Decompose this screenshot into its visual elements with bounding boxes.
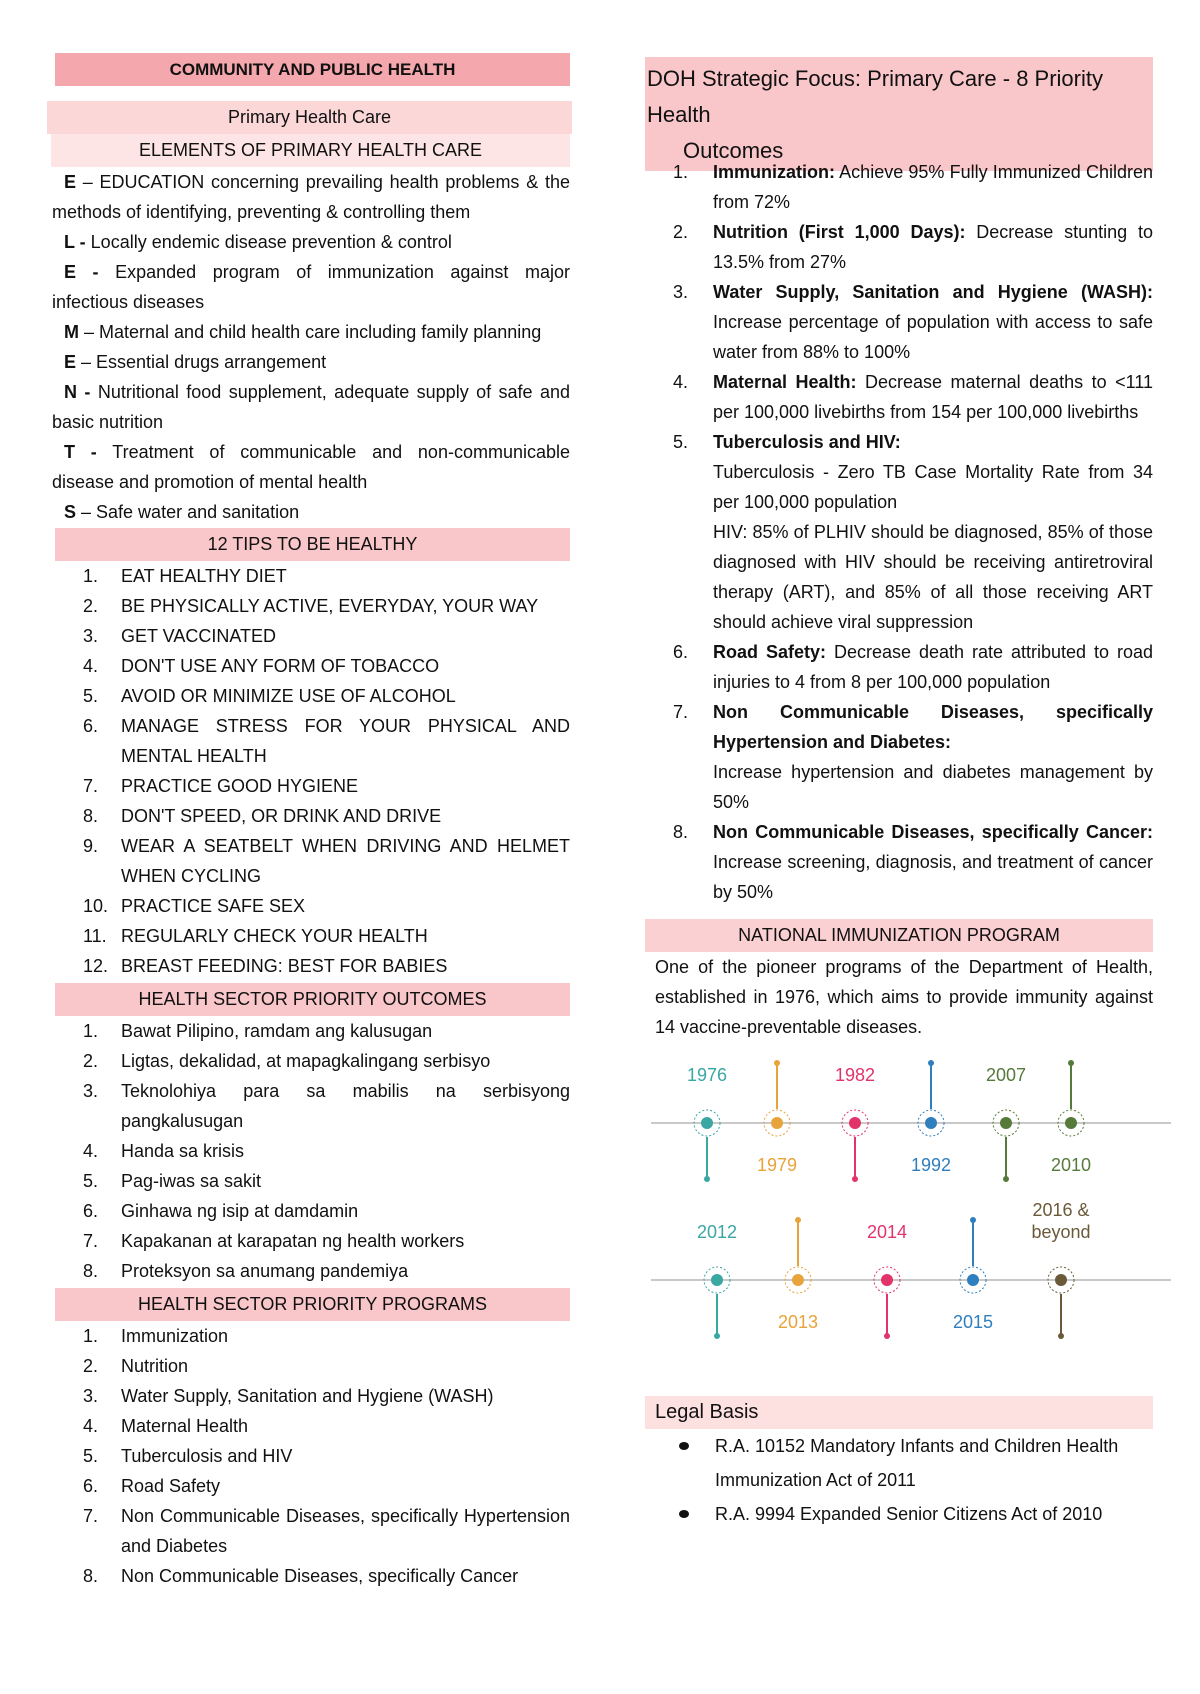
outcome-label: Immunization: [713, 162, 835, 182]
programs-header: HEALTH SECTOR PRIORITY PROGRAMS [55, 1288, 570, 1321]
outcome-text: Achieve 95% Fully Immunized Children from 72% [713, 162, 1153, 212]
list-number: 6. [83, 1201, 99, 1221]
list-number: 2. [673, 222, 689, 242]
program-item [50, 1501, 570, 1561]
list-number: 3. [83, 1081, 99, 1101]
timeline-node [1055, 1274, 1067, 1286]
program-item [50, 1351, 570, 1381]
list-text: Non Communicable Diseases, specifically Cancer [121, 1566, 519, 1586]
timeline-connector-dot [795, 1217, 801, 1223]
priority-outcomes-list [643, 157, 1153, 907]
list-number: 11. [83, 926, 107, 946]
timeline-node [967, 1274, 979, 1286]
timeline-year: 2015 [952, 1312, 994, 1332]
list-number: 4. [83, 1141, 99, 1161]
timeline-year: 1982 [834, 1065, 876, 1085]
list-text: Ligtas, dekalidad, at mapagkalingang serbisyo [121, 1051, 491, 1071]
list-number: 6. [673, 642, 689, 662]
outcome-text: Increase percentage of population with access to safe water from 88% to 100% [713, 312, 1153, 362]
priority-outcome-item [643, 697, 1153, 817]
list-text: BREAST FEEDING: BEST FOR BABIES [121, 956, 448, 976]
phc-header: Primary Health Care [47, 101, 572, 134]
list-number: 6. [83, 1476, 99, 1496]
timeline-connector-dot [928, 1060, 934, 1066]
left-column [52, 0, 570, 1591]
element-letter: M [64, 322, 79, 342]
list-text: Non Communicable Diseases, specifically Hypertension and Diabetes [121, 1506, 570, 1556]
timeline-year: 2007 [985, 1065, 1027, 1085]
list-text: Proteksyon sa anumang pandemiya [121, 1261, 409, 1281]
timeline-year: 1976 [686, 1065, 728, 1085]
list-number: 12. [83, 956, 109, 976]
element-letter: E [64, 352, 77, 372]
tip-item [50, 831, 570, 891]
timeline-connector-dot [1068, 1060, 1074, 1066]
list-text: DON'T SPEED, OR DRINK AND DRIVE [121, 806, 442, 826]
list-number: 3. [83, 1386, 99, 1406]
list-text: MANAGE STRESS FOR YOUR PHYSICAL AND MENTAL HEALTH [121, 716, 570, 766]
list-text: Bawat Pilipino, ramdam ang kalusugan [121, 1021, 433, 1041]
list-text: PRACTICE SAFE SEX [121, 896, 306, 916]
element-letter: T - [64, 442, 97, 462]
list-number: 9. [83, 836, 99, 856]
outcome-detail: Increase hypertension and diabetes management by 50% [713, 762, 1153, 812]
tips-header: 12 TIPS TO BE HEALTHY [55, 528, 570, 561]
list-number: 7. [83, 1506, 99, 1526]
timeline-node [925, 1117, 937, 1129]
right-column [645, 0, 1153, 1531]
outcome-text: Decrease stunting to 13.5% from 27% [713, 222, 1153, 272]
tip-item [50, 771, 570, 801]
programs-list [50, 1321, 570, 1591]
timeline-connector-dot [970, 1217, 976, 1223]
list-text: Nutrition [121, 1356, 189, 1376]
timeline-year: beyond [1031, 1222, 1091, 1242]
outcome-text: Decrease death rate attributed to road injuries to 4 from 8 per 100,000 population [713, 642, 1153, 692]
list-text: Immunization [121, 1326, 229, 1346]
list-text: BE PHYSICALLY ACTIVE, EVERYDAY, YOUR WAY [121, 596, 539, 616]
timeline-year: 1979 [756, 1155, 798, 1175]
list-text: AVOID OR MINIMIZE USE OF ALCOHOL [121, 686, 456, 706]
tip-item [50, 711, 570, 771]
list-text: Pag-iwas sa sakit [121, 1171, 262, 1191]
list-text: Teknolohiya para sa mabilis na serbisyong pangkalusugan [121, 1081, 570, 1131]
list-text: Ginhawa ng isip at damdamin [121, 1201, 359, 1221]
timeline-connector-dot [852, 1176, 858, 1182]
priority-outcome-item [643, 157, 1153, 217]
priority-outcome-item [643, 427, 1153, 637]
strategic-focus-title-line2: Outcomes [683, 138, 784, 163]
list-number: 1. [673, 162, 689, 182]
immunization-timeline [651, 1048, 1171, 1408]
element-item [52, 377, 570, 437]
list-text: Water Supply, Sanitation and Hygiene (WASH) [121, 1386, 494, 1406]
list-number: 8. [83, 1261, 99, 1281]
priority-outcome-item [643, 367, 1153, 427]
outcome-detail: HIV: 85% of PLHIV should be diagnosed, 85% of those diagnosed with HIV should be receiving antiretroviral therapy (ART), and 85% of all those receiving ART should achieve viral suppression [713, 522, 1153, 632]
element-item [52, 317, 570, 347]
outcome-label: Maternal Health: [713, 372, 857, 392]
outcome-item [50, 1166, 570, 1196]
element-letter: E [64, 172, 77, 192]
list-number: 7. [673, 702, 689, 722]
legal-item [645, 1497, 1153, 1531]
element-text: Locally endemic disease prevention & control [85, 232, 452, 252]
outcome-text: Increase screening, diagnosis, and treatment of cancer by 50% [713, 852, 1153, 902]
tip-item [50, 891, 570, 921]
outcome-label: Non Communicable Diseases, specifically Cancer: [713, 822, 1153, 842]
list-number: 8. [83, 806, 99, 826]
timeline-connector-dot [1003, 1176, 1009, 1182]
list-text: Road Safety [121, 1476, 221, 1496]
outcome-label: Nutrition (First 1,000 Days): [713, 222, 966, 242]
list-number: 4. [83, 1416, 99, 1436]
outcome-label: Road Safety: [713, 642, 826, 662]
timeline-connector-dot [1058, 1333, 1064, 1339]
timeline-year: 2014 [866, 1222, 908, 1242]
list-text: DON'T USE ANY FORM OF TOBACCO [121, 656, 440, 676]
list-number: 8. [673, 822, 689, 842]
program-item [50, 1561, 570, 1591]
priority-outcome-item [643, 217, 1153, 277]
element-item [52, 347, 570, 377]
timeline-node [1065, 1117, 1077, 1129]
timeline-year: 2016 & [1032, 1200, 1090, 1220]
list-number: 2. [83, 1356, 99, 1376]
list-number: 7. [83, 1231, 99, 1251]
outcome-item [50, 1256, 570, 1286]
list-number: 5. [83, 686, 99, 706]
priority-outcome-item [643, 277, 1153, 367]
list-number: 1. [83, 566, 99, 586]
element-item [52, 497, 570, 527]
tip-item [50, 921, 570, 951]
outcomes-list [50, 1016, 570, 1286]
element-letter: S [64, 502, 77, 522]
element-text: – EDUCATION concerning prevailing health problems & the methods of identifying, preventing & controlling them [52, 172, 570, 222]
list-text: Tuberculosis and HIV [121, 1446, 293, 1466]
bullet [679, 1510, 689, 1518]
element-text: Treatment of communicable and non-communicable disease and promotion of mental health [52, 442, 570, 492]
element-text: Expanded program of immunization against major infectious diseases [52, 262, 570, 312]
tip-item [50, 591, 570, 621]
element-letter: L - [64, 232, 86, 252]
program-item [50, 1471, 570, 1501]
element-item [52, 227, 570, 257]
element-text: – Maternal and child health care including family planning [79, 322, 542, 342]
outcome-label: Non Communicable Diseases, specifically Hypertension and Diabetes: [713, 702, 1153, 752]
legal-header: Legal Basis [645, 1396, 1153, 1429]
list-number: 5. [83, 1171, 99, 1191]
element-text: Nutritional food supplement, adequate supply of safe and basic nutrition [52, 382, 570, 432]
bullet [679, 1442, 689, 1450]
elements-header: ELEMENTS OF PRIMARY HEALTH CARE [51, 134, 570, 167]
timeline-node [771, 1117, 783, 1129]
list-text: Maternal Health [121, 1416, 249, 1436]
timeline-year: 2012 [696, 1222, 738, 1242]
priority-outcome-item [643, 817, 1153, 907]
list-number: 1. [83, 1021, 99, 1041]
list-number: 2. [83, 1051, 99, 1071]
list-number: 5. [673, 432, 689, 452]
list-number: 4. [673, 372, 689, 392]
element-letter: N - [64, 382, 91, 402]
timeline-connector-dot [774, 1060, 780, 1066]
program-item [50, 1321, 570, 1351]
tip-item [50, 681, 570, 711]
timeline-node [849, 1117, 861, 1129]
strategic-focus-title-line1: DOH Strategic Focus: Primary Care - 8 Priority Health [647, 66, 1103, 127]
list-number: 3. [673, 282, 689, 302]
outcome-label: Water Supply, Sanitation and Hygiene (WASH): [713, 282, 1153, 302]
list-text: PRACTICE GOOD HYGIENE [121, 776, 359, 796]
nip-text: One of the pioneer programs of the Department of Health, established in 1976, which aims to provide immunity against 14 vaccine-preventable diseases. [655, 957, 1153, 1037]
outcome-item [50, 1046, 570, 1076]
outcomes-header: HEALTH SECTOR PRIORITY OUTCOMES [55, 983, 570, 1016]
timeline-connector-dot [884, 1333, 890, 1339]
tips-list [50, 561, 570, 981]
tip-item [50, 621, 570, 651]
list-text: REGULARLY CHECK YOUR HEALTH [121, 926, 428, 946]
list-number: 10. [83, 896, 109, 916]
timeline-node [1000, 1117, 1012, 1129]
list-text: GET VACCINATED [121, 626, 277, 646]
program-item [50, 1381, 570, 1411]
timeline-node [701, 1117, 713, 1129]
outcome-label: Tuberculosis and HIV: [713, 432, 901, 452]
list-number: 8. [83, 1566, 99, 1586]
nip-header: NATIONAL IMMUNIZATION PROGRAM [645, 919, 1153, 952]
list-number: 4. [83, 656, 99, 676]
legal-text: R.A. 9994 Expanded Senior Citizens Act of 2010 [715, 1504, 1103, 1524]
outcome-item [50, 1076, 570, 1136]
legal-item [645, 1429, 1153, 1497]
element-text: – Safe water and sanitation [76, 502, 300, 522]
list-text: EAT HEALTHY DIET [121, 566, 287, 586]
timeline-year: 1992 [910, 1155, 952, 1175]
list-number: 7. [83, 776, 99, 796]
list-text: Kapakanan at karapatan ng health workers [121, 1231, 465, 1251]
tip-item [50, 561, 570, 591]
outcome-item [50, 1196, 570, 1226]
tip-item [50, 951, 570, 981]
list-number: 3. [83, 626, 99, 646]
element-item [52, 437, 570, 497]
timeline-year: 2013 [777, 1312, 819, 1332]
strategic-focus-title [645, 57, 1153, 171]
timeline-node [711, 1274, 723, 1286]
outcome-detail: Tuberculosis - Zero TB Case Mortality Rate from 34 per 100,000 population [713, 462, 1153, 512]
element-item [52, 167, 570, 227]
outcome-item [50, 1226, 570, 1256]
element-letter: E - [64, 262, 99, 282]
list-number: 5. [83, 1446, 99, 1466]
timeline-connector-dot [704, 1176, 710, 1182]
timeline-node [881, 1274, 893, 1286]
section-title: COMMUNITY AND PUBLIC HEALTH [55, 53, 570, 86]
outcome-item [50, 1016, 570, 1046]
outcome-item [50, 1136, 570, 1166]
outcome-text: Decrease maternal deaths to <111 per 100,000 livebirths from 154 per 100,000 livebirths [713, 372, 1154, 422]
program-item [50, 1441, 570, 1471]
timeline-year: 2010 [1050, 1155, 1092, 1175]
tip-item [50, 651, 570, 681]
legal-text: R.A. 10152 Mandatory Infants and Children Health Immunization Act of 2011 [715, 1436, 1119, 1490]
list-text: Handa sa krisis [121, 1141, 245, 1161]
list-number: 1. [83, 1326, 99, 1346]
element-text: – Essential drugs arrangement [76, 352, 327, 372]
elements-list [52, 167, 570, 527]
timeline-connector-dot [714, 1333, 720, 1339]
list-number: 6. [83, 716, 99, 736]
timeline-node [792, 1274, 804, 1286]
list-number: 2. [83, 596, 99, 616]
element-item [52, 257, 570, 317]
program-item [50, 1411, 570, 1441]
legal-basis-list [645, 1429, 1153, 1531]
priority-outcome-item [643, 637, 1153, 697]
tip-item [50, 801, 570, 831]
list-text: WEAR A SEATBELT WHEN DRIVING AND HELMET WHEN CYCLING [121, 836, 570, 886]
